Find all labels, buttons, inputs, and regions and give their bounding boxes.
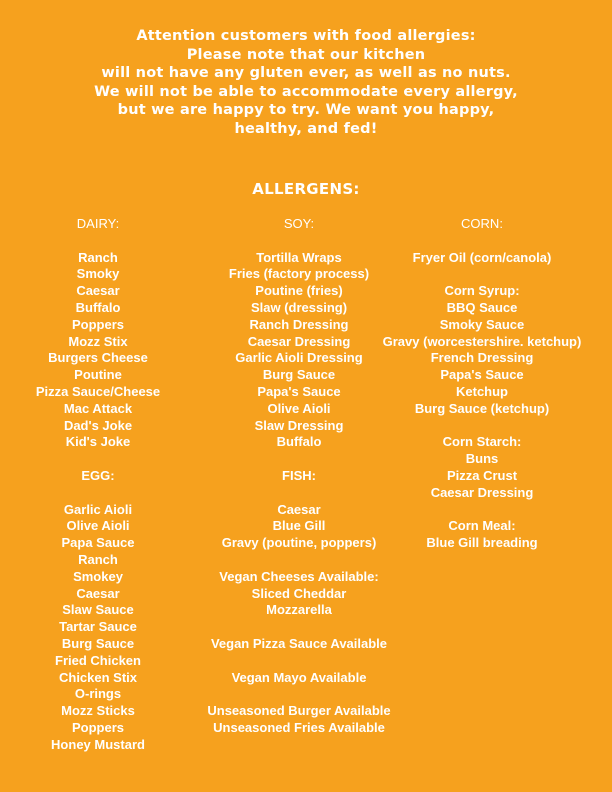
- category-heading: Corn Starch:: [442, 434, 522, 450]
- notice-line: Attention customers with food allergies:: [136, 28, 476, 44]
- spacer: [196, 552, 402, 569]
- spacer: [372, 418, 592, 435]
- category-heading: FISH:: [282, 467, 316, 483]
- allergen-item: Honey Mustard: [51, 736, 145, 752]
- allergen-item: Caesar Dressing: [430, 484, 534, 500]
- allergen-item: Caesar: [76, 585, 120, 601]
- notice-line: healthy, and fed!: [234, 120, 378, 137]
- allergen-item: Mac Attack: [63, 400, 133, 416]
- allergen-item: Mozz Sticks: [61, 703, 135, 719]
- allergen-item: Gravy (worcestershire. ketchup): [382, 333, 582, 349]
- allergen-item: Fries (factory process): [228, 266, 370, 282]
- allergen-item: Olive Aioli: [267, 400, 331, 416]
- category-heading: EGG:: [81, 467, 115, 483]
- allergen-item: Buns: [465, 451, 499, 467]
- notice-line: Please note that our kitchen: [186, 46, 426, 63]
- allergen-item: Ketchup: [456, 383, 508, 399]
- allergen-item: Fried Chicken: [55, 652, 141, 668]
- allergen-item: Garlic Aioli: [63, 501, 133, 517]
- allergen-item: Papa's Sauce: [440, 367, 524, 383]
- allergen-item: Pizza Sauce/Cheese: [35, 383, 161, 399]
- allergen-item: Mozzarella: [266, 602, 332, 618]
- allergen-item: Slaw (dressing): [250, 299, 348, 315]
- spacer: [196, 619, 402, 636]
- notice-line: We will not be able to accommodate every allergy,: [94, 83, 518, 100]
- allergy-notice: [0, 27, 612, 139]
- allergen-item: Burg Sauce: [262, 367, 336, 383]
- allergen-item: Olive Aioli: [66, 518, 130, 534]
- allergen-item: Smokey: [73, 568, 123, 584]
- spacer: [0, 485, 196, 502]
- allergen-item: Unseasoned Burger Available: [207, 703, 391, 719]
- allergen-item: O-rings: [74, 686, 122, 702]
- spacer: [372, 233, 592, 250]
- allergen-item: Poppers: [71, 316, 124, 332]
- spacer: [0, 451, 196, 468]
- allergen-item: Papa Sauce: [61, 535, 135, 551]
- allergen-item: Pizza Crust: [446, 467, 518, 483]
- allergen-item: Buffalo: [276, 434, 322, 450]
- allergen-item: Tortilla Wraps: [256, 249, 342, 265]
- allergen-item: Ranch: [78, 551, 118, 567]
- spacer: [372, 266, 592, 283]
- allergen-item: Papa's Sauce: [257, 383, 341, 399]
- allergen-item: BBQ Sauce: [446, 299, 518, 315]
- allergen-item: Mozz Stix: [68, 333, 128, 349]
- category-heading: CORN:: [461, 216, 503, 231]
- spacer: [0, 233, 196, 250]
- allergen-item: Blue Gill breading: [426, 535, 538, 551]
- allergens-title: ALLERGENS:: [252, 180, 360, 198]
- category-heading: Corn Syrup:: [444, 283, 520, 299]
- allergen-item: Vegan Pizza Sauce Available: [210, 635, 388, 651]
- allergen-item: Sliced Cheddar: [251, 585, 347, 601]
- allergen-item: Poppers: [71, 719, 124, 735]
- allergen-item: Caesar: [76, 283, 120, 299]
- spacer: [372, 502, 592, 519]
- allergen-item: Tartar Sauce: [59, 619, 137, 635]
- allergen-item: Ranch: [78, 249, 118, 265]
- allergen-item: Burgers Cheese: [48, 350, 148, 366]
- allergen-item: Chicken Stix: [58, 669, 138, 685]
- spacer: [196, 686, 402, 703]
- category-heading: Vegan Cheeses Available:: [219, 568, 379, 584]
- corn-column: [372, 216, 592, 552]
- allergen-item: Blue Gill: [272, 518, 326, 534]
- allergen-item: Garlic Aioli Dressing: [235, 350, 363, 366]
- allergen-item: Smoky: [76, 266, 120, 282]
- allergen-item: Dad's Joke: [63, 417, 133, 433]
- allergen-item: Burg Sauce (ketchup): [414, 400, 550, 416]
- allergen-item: Caesar: [277, 501, 321, 517]
- allergen-item: Ranch Dressing: [249, 316, 349, 332]
- allergen-item: Burg Sauce: [61, 635, 135, 651]
- category-heading: DAIRY:: [76, 216, 120, 231]
- category-heading: Corn Meal:: [448, 518, 516, 534]
- allergen-item: Buffalo: [75, 299, 121, 315]
- allergen-item: Caesar Dressing: [247, 333, 351, 349]
- allergen-item: French Dressing: [430, 350, 534, 366]
- notice-line: but we are happy to try. We want you happy,: [117, 102, 495, 119]
- category-heading: SOY:: [283, 216, 315, 231]
- notice-line: will not have any gluten ever, as well as no nuts.: [101, 65, 511, 82]
- spacer: [196, 653, 402, 670]
- allergen-item: Unseasoned Fries Available: [213, 719, 385, 735]
- allergen-item: Kid's Joke: [65, 434, 131, 450]
- allergen-item: Smoky Sauce: [439, 316, 525, 332]
- allergen-item: Poutine: [74, 367, 122, 383]
- allergen-item: Gravy (poutine, poppers): [221, 535, 377, 551]
- allergen-item: Poutine (fries): [255, 283, 343, 299]
- dairy-egg-column: [0, 216, 196, 754]
- allergen-item: Slaw Sauce: [62, 602, 134, 618]
- allergen-item: Slaw Dressing: [254, 417, 344, 433]
- allergen-item: Fryer Oil (corn/canola): [412, 249, 552, 265]
- allergen-item: Vegan Mayo Available: [231, 669, 367, 685]
